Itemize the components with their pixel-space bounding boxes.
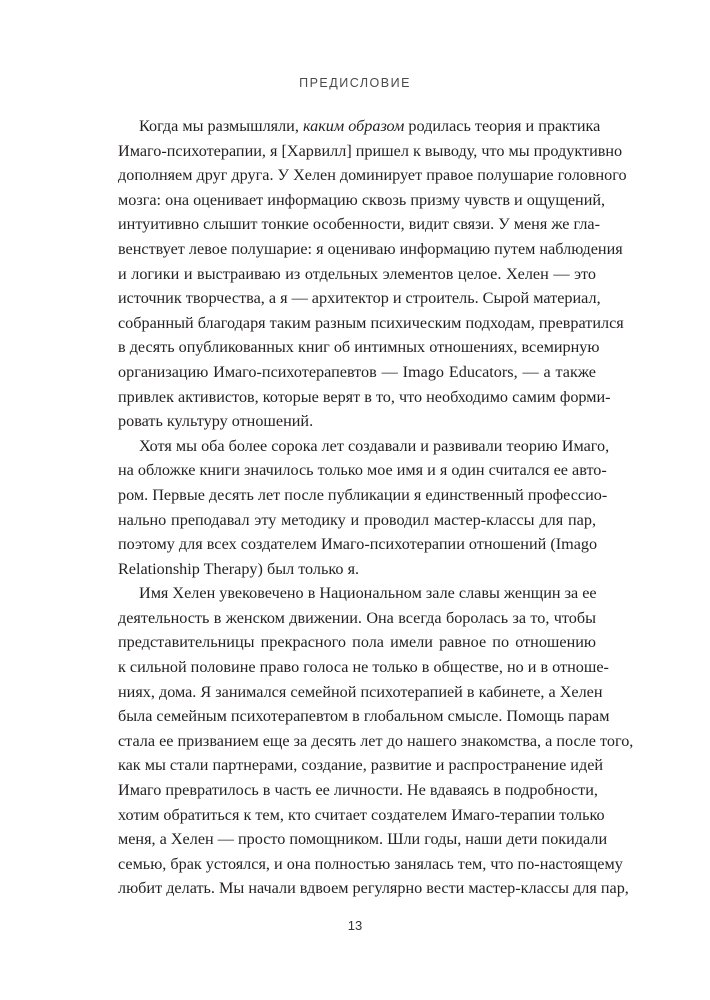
- paragraph: [118, 581, 634, 901]
- text-line: [118, 680, 603, 705]
- text-run: поэтому для всех создателем Имаго-психотерапии отношений (Imago: [118, 535, 598, 554]
- text-run: ром. Первые десять лет после публикации я единственный профессио-: [118, 485, 608, 504]
- text-line: [118, 876, 629, 901]
- text-line: [118, 188, 606, 213]
- text-run: к сильной половине право голоса не только в обществе, но и в отноше-: [118, 658, 609, 677]
- text-run: организацию Имаго-психотерапевтов — Imago Educators, — а также: [118, 362, 596, 381]
- text-line: [118, 778, 596, 803]
- text-line: [118, 483, 608, 508]
- text-line: [118, 508, 596, 533]
- paragraph: [118, 434, 610, 582]
- text-line: [118, 385, 611, 410]
- text-line: [118, 852, 623, 877]
- text-run: Имаго-психотерапии, я [Харвилл] пришел к выводу, что мы продуктивно: [118, 141, 623, 160]
- page-number: 13: [347, 918, 363, 933]
- text-run: деятельность в женском движении. Она всегда боролась за то, чтобы: [118, 608, 596, 627]
- text-run: дополняем друг друга. У Хелен доминирует правое полушарие головного: [118, 166, 627, 185]
- text-run: родилась теория и практика: [404, 117, 601, 135]
- text-line: [118, 262, 596, 287]
- text-run: Хотя мы оба более сорока лет создавали и развивали теорию Имаго,: [139, 436, 610, 455]
- text-run: ровать культуру отношений.: [118, 412, 314, 431]
- text-line: [118, 434, 610, 459]
- text-run: в десять опубликованных книг об интимных отношениях, всемирную: [118, 338, 600, 357]
- text-run: ниях, дома. Я занимался семейной психотерапией в кабинете, а Хелен: [118, 682, 603, 701]
- text-line: [118, 286, 601, 311]
- text-line: [118, 212, 601, 237]
- text-run: и логики и выстраиваю из отдельных элементов целое. Хелен — это: [118, 264, 596, 283]
- text-run: Relationship Therapy) был только я.: [118, 559, 360, 578]
- italic-phrase: каким образом: [302, 117, 405, 135]
- text-run: семью, брак устоялся, и она полностью занялась тем, что по-настоящему: [118, 854, 623, 873]
- text-run: хотим обратиться к тем, кто считает создателем Имаго-терапии только: [118, 805, 605, 824]
- text-run: собранный благодаря таким разным психическим подходам, превратился: [118, 313, 624, 332]
- text-line: [118, 753, 604, 778]
- text-line: [118, 729, 634, 754]
- text-line: [118, 532, 596, 557]
- text-line: [118, 237, 623, 262]
- text-run: на обложке книги значилось только мое имя и я один считался ее авто-: [118, 461, 607, 480]
- text-run: представительницы прекрасного пола имели равное по отношению: [118, 633, 596, 652]
- text-line: [118, 630, 596, 655]
- text-run: источник творчества, а я — архитектор и строитель. Сырой материал,: [118, 289, 601, 308]
- text-line: [118, 655, 609, 680]
- text-line: [118, 139, 623, 164]
- text-line: [118, 409, 596, 434]
- text-run: нально преподавал эту методику и проводил мастер-классы для пар,: [118, 510, 596, 529]
- paragraph: [118, 114, 627, 434]
- text-line: [118, 335, 600, 360]
- text-line: [118, 163, 627, 188]
- text-run: интуитивно слышит тонкие особенности, видит связи. У меня же гла-: [118, 215, 601, 234]
- text-line: [118, 827, 608, 852]
- text-line: [118, 581, 596, 606]
- text-line: [118, 114, 601, 139]
- body-text: [118, 114, 634, 901]
- text-line: [118, 803, 605, 828]
- text-run: привлек активистов, которые верят в то, что необходимо самим форми-: [118, 387, 611, 406]
- text-run: стала ее призванием еще за десять лет до нашего знакомства, а после того,: [118, 731, 634, 750]
- text-run: венствует левое полушарие: я оцениваю информацию путем наблюдения: [118, 239, 623, 258]
- text-run: как мы стали партнерами, создание, развитие и распространение идей: [118, 756, 604, 775]
- text-line: [118, 606, 596, 631]
- text-line: [118, 704, 610, 729]
- text-run: любит делать. Мы начали вдвоем регулярно вести мастер-классы для пар,: [118, 879, 629, 898]
- text-run: была семейным психотерапевтом в глобальном смысле. Помощь парам: [118, 707, 610, 726]
- text-run: Имя Хелен увековечено в Национальном зале славы женщин за ее: [139, 584, 597, 603]
- running-head: ПРЕДИСЛОВИЕ: [299, 76, 411, 90]
- text-run: Имаго превратилось в часть ее личности. Не вдаваясь в подробности,: [118, 781, 598, 800]
- text-run: Когда мы размышляли,: [139, 117, 303, 135]
- text-line: [118, 557, 596, 582]
- text-run: меня, а Хелен — просто помощником. Шли годы, наши дети покидали: [118, 830, 608, 849]
- text-run: мозга: она оценивает информацию сквозь призму чувств и ощущений,: [118, 190, 606, 209]
- text-line: [118, 360, 596, 385]
- text-line: [118, 311, 624, 336]
- text-line: [118, 458, 607, 483]
